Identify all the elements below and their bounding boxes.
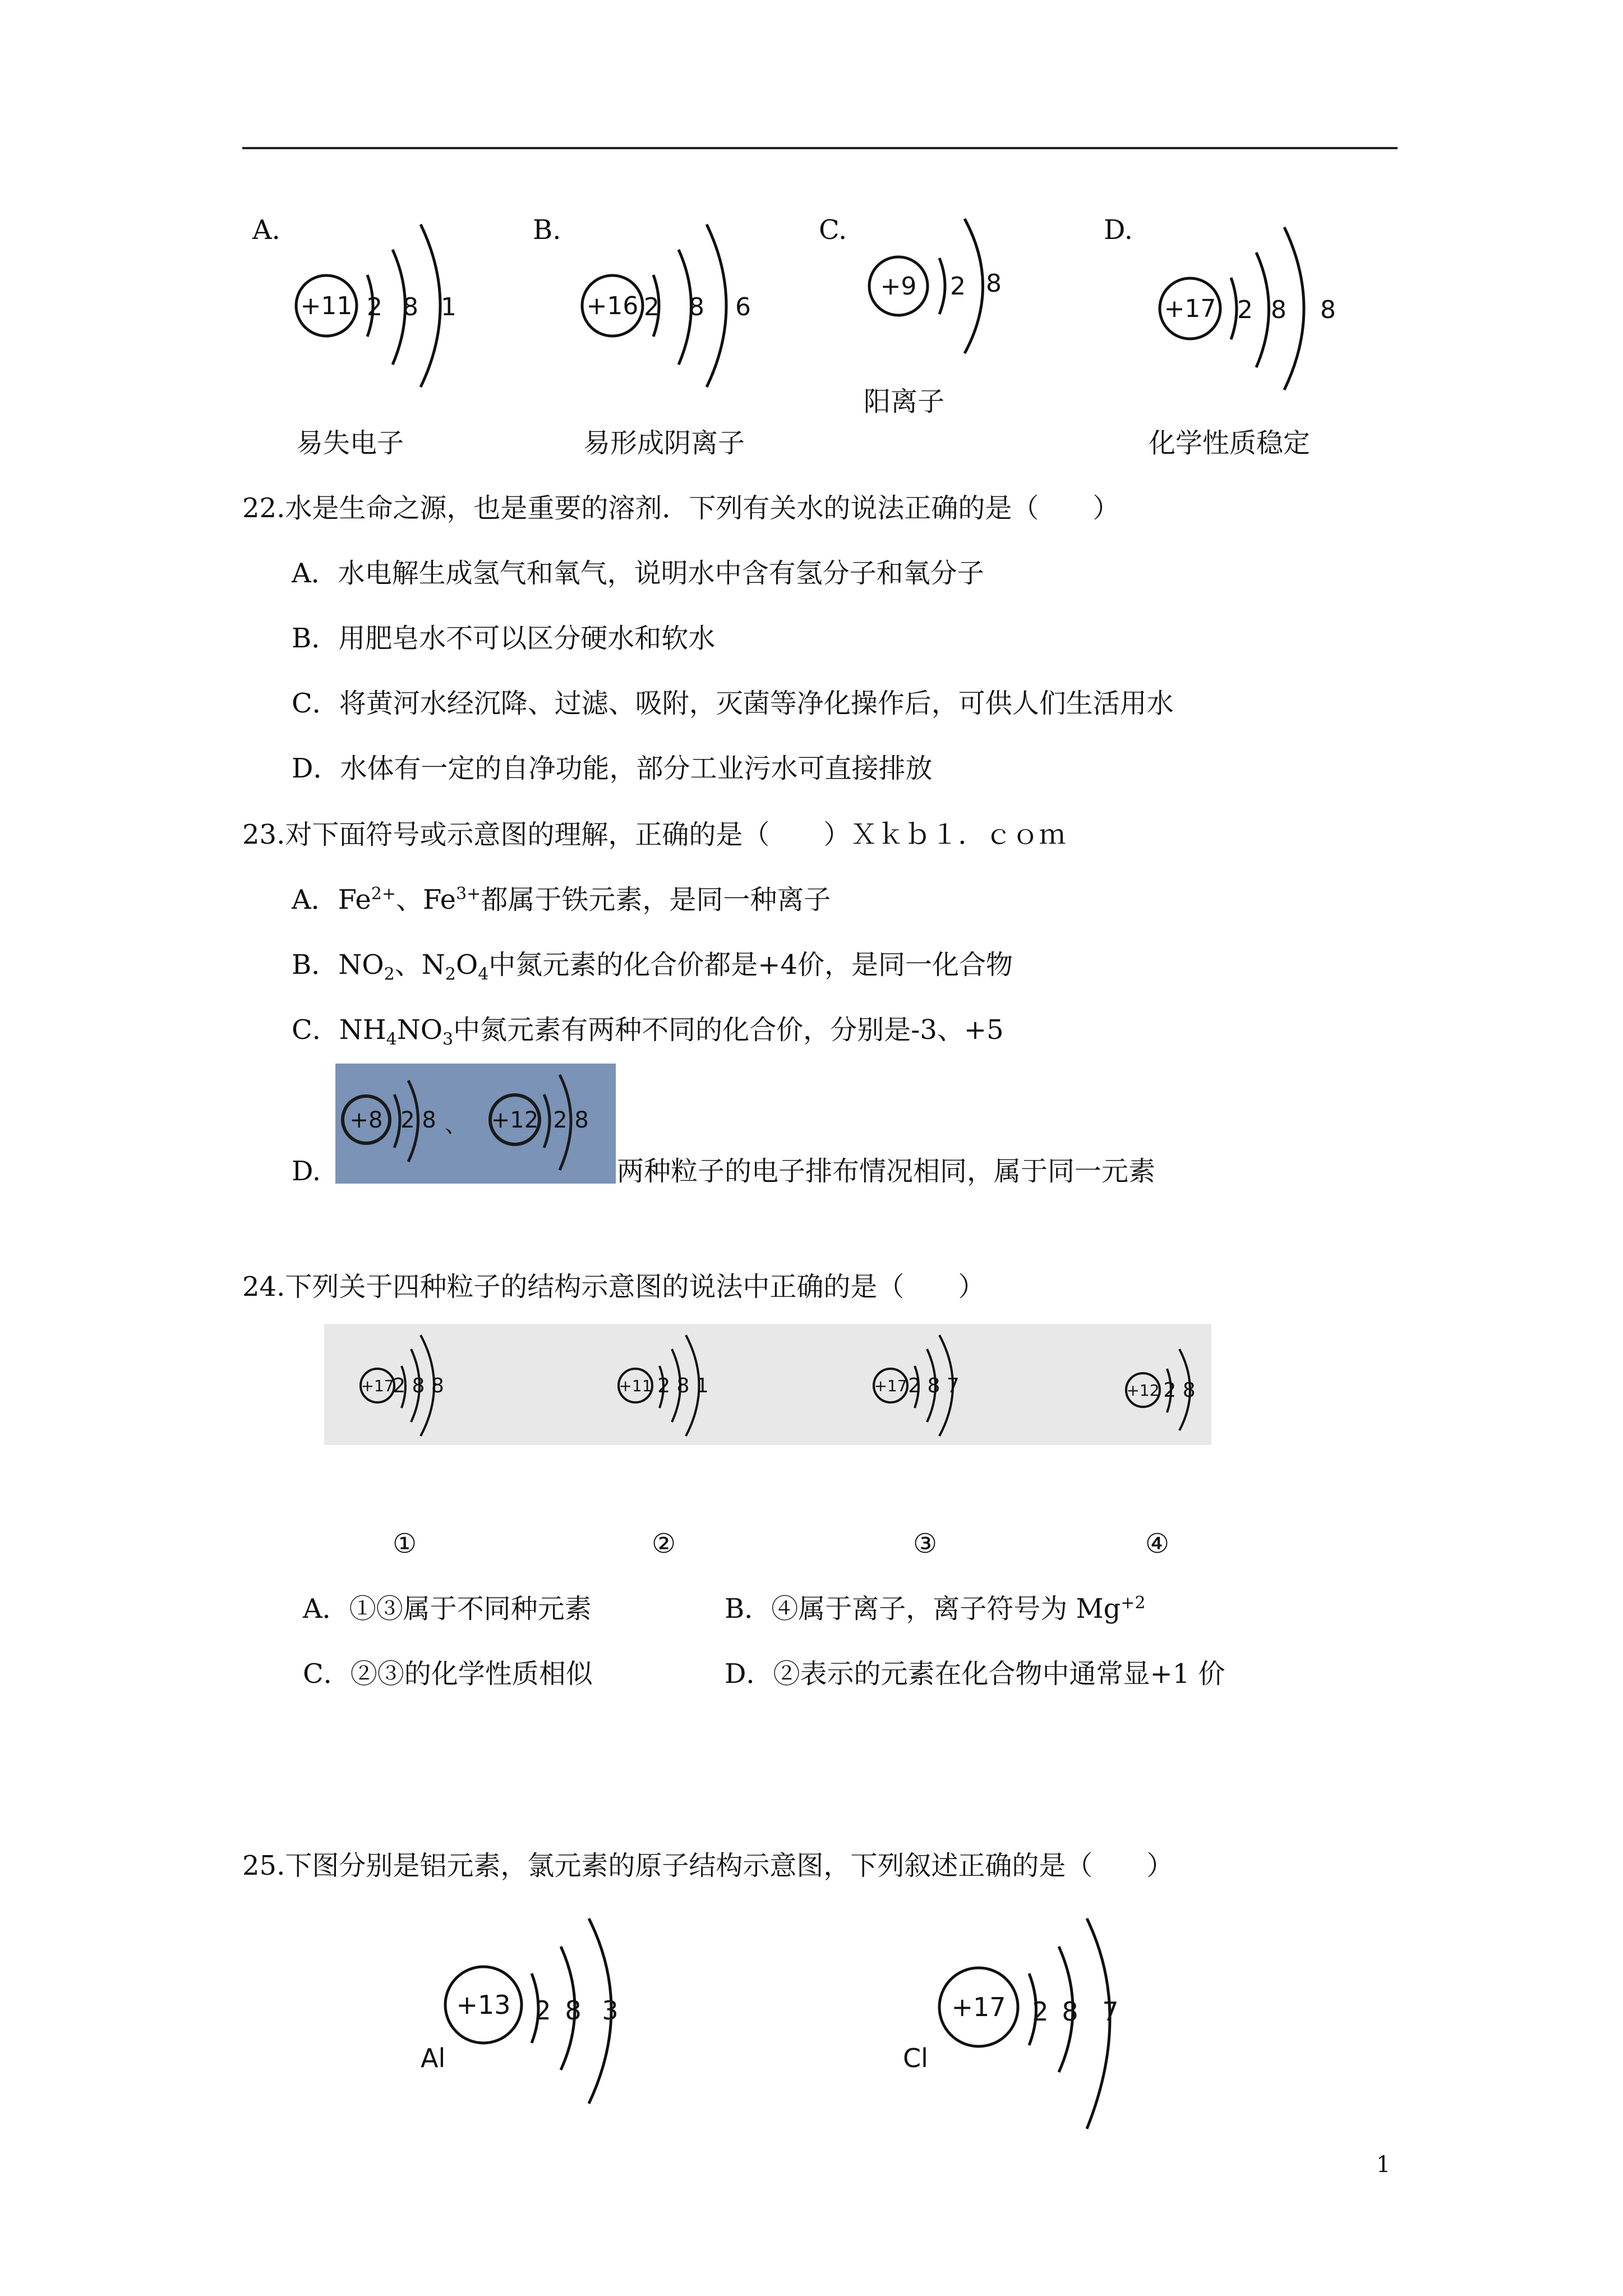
q23-option-d-text: 两种粒子的电子排布情况相同，属于同一元素 [617,1156,1156,1187]
q21-option-c-diagram [852,208,1021,376]
page-number: 1 [1376,2152,1391,2178]
svg-text:6: 6 [735,293,751,321]
q24-option-a: A．①③属于不同种元素 [303,1593,592,1625]
svg-text:1: 1 [441,293,457,321]
q24-stem: 24.下列关于四种粒子的结构示意图的说法中正确的是（ ） [242,1271,985,1303]
q23-option-a: A．$Fe^{2+}$、$Fe^{3+}$都属于铁元素，是同一种离子 [292,884,831,915]
svg-text:7: 7 [1102,1996,1119,2027]
q21-option-a-caption: 易失电子 [296,427,404,459]
svg-text:8: 8 [689,293,704,321]
svg-text:2 8: 2 8 [400,1107,436,1133]
svg-text:2: 2 [367,293,382,321]
q24-particle-3 [871,1329,1011,1442]
svg-text:8: 8 [1062,1996,1078,2027]
svg-text:8: 8 [986,269,1002,298]
svg-text:+17: +17 [951,1992,1006,2022]
svg-text:+12: +12 [1126,1381,1160,1400]
q24-option-d: D．②表示的元素在化合物中通常显+1 价 [725,1658,1225,1690]
svg-text:8: 8 [1320,296,1336,324]
svg-text:Cl: Cl [903,2043,928,2073]
q21-option-a-diagram [280,196,482,409]
svg-text:+17: +17 [874,1377,907,1395]
q21-option-c-letter: C. [819,214,847,246]
svg-text:+11: +11 [619,1377,652,1395]
q21-option-d-caption: 化学性质稳定 [1149,427,1311,459]
q21-option-b-caption: 易形成阴离子 [583,427,745,459]
q23-option-b: B．$NO_2$、$N_2O_4$中氮元素的化合价都是+4价，是同一化合物 [292,949,1013,984]
q21-option-a-letter: A. [252,214,280,246]
svg-text:2: 2 [644,293,660,321]
q23-option-d-letter: D. [292,1156,321,1187]
svg-text:+13: +13 [456,1990,511,2020]
svg-text:+17: +17 [361,1377,394,1395]
q24-particle-1 [358,1329,498,1442]
q21-option-d-diagram [1144,196,1346,409]
svg-text:2: 2 [1237,296,1253,324]
svg-text:2 8 1: 2 8 1 [657,1374,709,1397]
svg-text:+17: +17 [1164,295,1216,323]
q21-option-b-letter: B. [533,214,561,246]
q25-stem: 25.下图分别是铝元素，氯元素的原子结构示意图，下列叙述正确的是（ ） [242,1850,1174,1881]
q24-label-2: ② [652,1528,676,1559]
q22-stem: 22.水是生命之源，也是重要的溶剂．下列有关水的说法正确的是（ ） [242,493,1120,524]
q22-option-c: C．将黄河水经沉降、过滤、吸附，灭菌等净化操作后，可供人们生活用水 [292,688,1174,719]
q21-option-c-caption: 阳离子 [864,386,945,417]
header-rule [242,147,1398,149]
q23-stem: 23.对下面符号或示意图的理解，正确的是（ ）Ｘｋｂ１．ｃｏｍ [242,819,1066,850]
q24-option-b: B．④属于离子，离子符号为 $Mg^{+2}$ [725,1593,1146,1625]
q24-label-3: ③ [913,1528,938,1559]
svg-text:+12: +12 [491,1107,539,1133]
svg-text:+16: +16 [586,292,639,320]
svg-text:2 8 7: 2 8 7 [908,1374,960,1397]
q24-label-1: ① [393,1528,417,1559]
q22-option-d: D．水体有一定的自净功能，部分工业污水可直接排放 [292,753,933,784]
svg-text:8: 8 [565,1995,582,2026]
q23-option-c: C．$NH_4NO_3$中氮元素有两种不同的化合价，分别是-3、+5 [292,1014,1004,1050]
svg-text:2 8: 2 8 [553,1107,589,1133]
svg-text:2: 2 [950,272,966,301]
q24-label-4: ④ [1145,1528,1170,1559]
q24-particles-panel [324,1324,1211,1445]
svg-text:+8: +8 [349,1107,383,1133]
q25-aluminum-diagram [404,1913,662,2126]
q22-option-b: B．用肥皂水不可以区分硬水和软水 [292,623,716,654]
q24-option-c: C．②③的化学性质相似 [303,1658,593,1690]
svg-text:3: 3 [602,1995,619,2026]
svg-text:、: 、 [445,1112,467,1138]
q25-chlorine-diagram [892,1913,1150,2148]
nucleus-charge: +11 [300,292,353,320]
q24-particle-2 [616,1329,756,1442]
svg-text:2: 2 [534,1995,551,2026]
svg-text:Al: Al [421,2043,446,2073]
svg-text:8: 8 [403,293,418,321]
q21-option-b-diagram [566,196,768,409]
svg-text:8: 8 [1271,296,1287,324]
svg-text:+9: +9 [880,272,917,301]
svg-text:2 8: 2 8 [1163,1379,1196,1402]
q23-option-d-image [335,1064,616,1184]
svg-text:2: 2 [1032,1996,1049,2027]
svg-text:2 8 8: 2 8 8 [393,1374,444,1397]
q22-option-a: A．水电解生成氢气和氧气，说明水中含有氢分子和氧分子 [292,558,984,589]
q24-particle-4 [1123,1329,1235,1442]
q21-option-d-letter: D. [1104,214,1133,246]
